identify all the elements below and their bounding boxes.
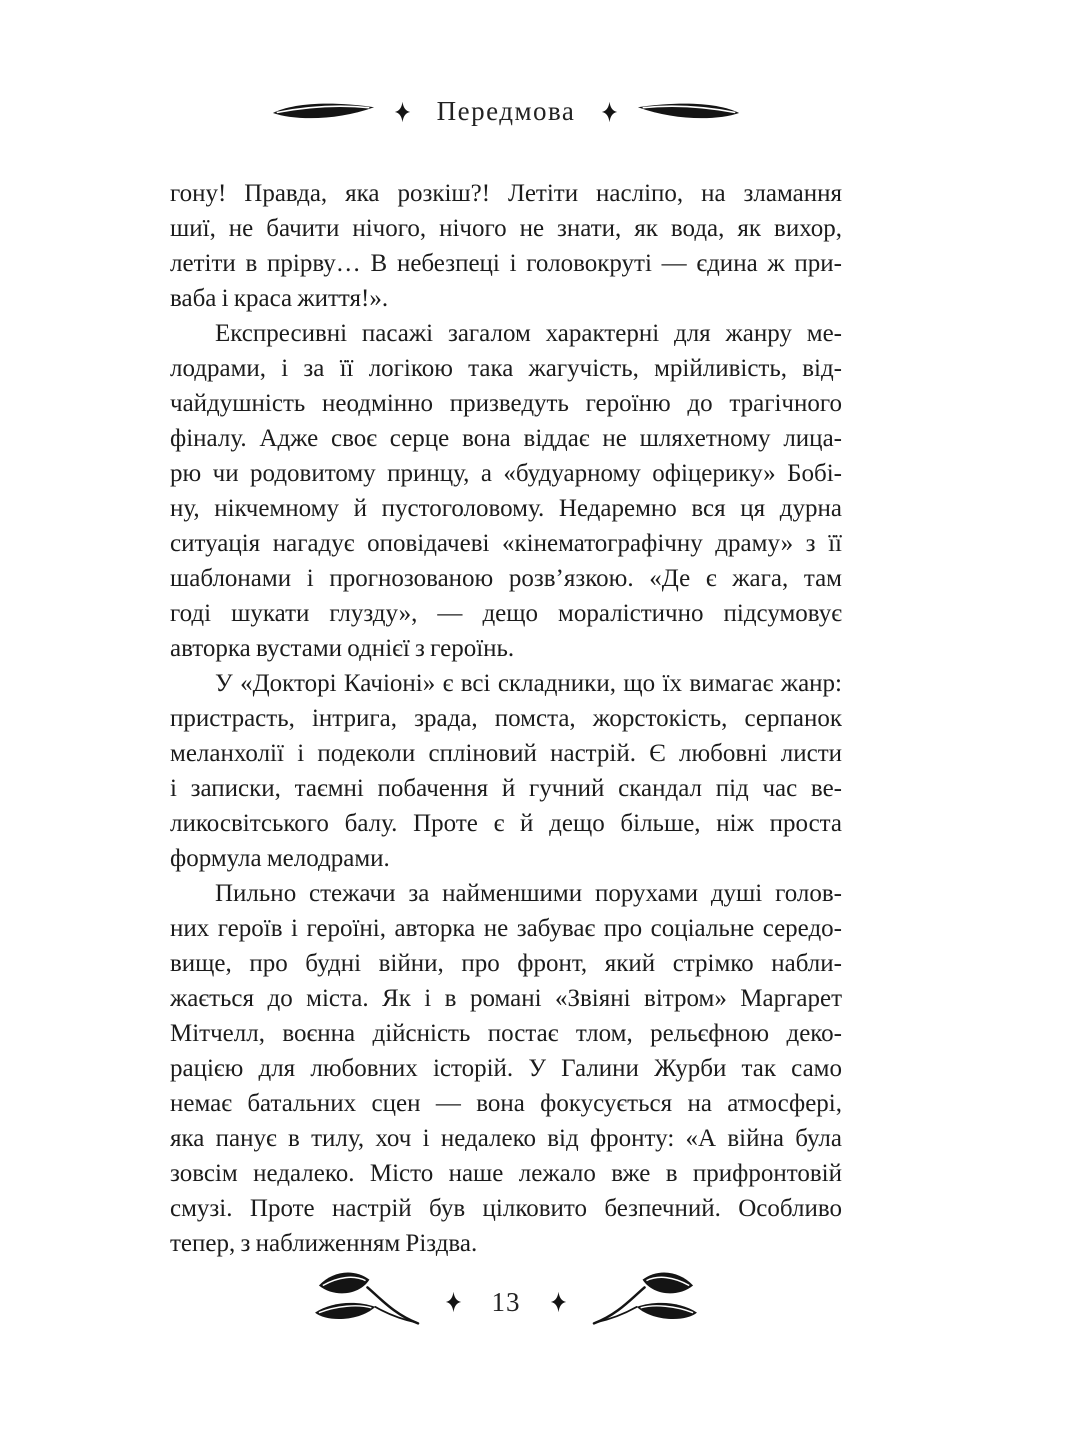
chapter-title: Передмова <box>436 96 576 126</box>
text-line: шаблонами і прогнозованою розв’язкою. «Де є жага, там <box>170 565 842 592</box>
text-line: тепер, з наближенням Різдва. <box>170 1230 478 1257</box>
paragraph <box>170 666 842 876</box>
text-line: У «Докторі Качіоні» є всі складники, що їх вимагає жанр: <box>215 670 842 697</box>
text-line: чайдушність неодмінно призведуть героїню до трагічного <box>170 390 842 417</box>
chapter-header <box>170 96 842 127</box>
text-line: рю чи родовитому принцу, а «будуарному офіцерику» Бобі- <box>170 460 842 487</box>
diamond-ornament-left <box>394 100 411 124</box>
diamond-ornament-right <box>601 100 618 124</box>
text-line: гону! Правда, яка розкіш?! Летіти насліпо, на зламання <box>170 180 842 207</box>
text-line: летіти в прірву… В небезпеці і головокруті — єдина ж при- <box>170 250 842 277</box>
diamond-ornament-footer-right <box>550 1290 567 1314</box>
text-line: формула мелодрами. <box>170 845 390 872</box>
text-line: смузі. Проте настрій був цілковито безпечний. Особливо <box>170 1195 842 1222</box>
diamond-ornament-footer-left <box>445 1290 462 1314</box>
leaf-ornament-right <box>636 99 741 125</box>
text-line: жається до міста. Як і в романі «Звіяні вітром» Маргарет <box>170 985 842 1012</box>
text-line: Пильно стежачи за найменшими порухами душі голов- <box>215 880 842 907</box>
text-line: ваба і краса життя!». <box>170 285 389 312</box>
text-line: шиї, не бачити нічого, нічого не знати, як вода, як вихор, <box>170 215 842 242</box>
text-line: них героїв і героїні, авторка не забуває про соціальне середо- <box>170 915 842 942</box>
paragraph <box>170 176 842 316</box>
text-line: Експресивні пасажі загалом характерні для жанру ме- <box>215 320 842 347</box>
text-line: ну, нікчемному й пустоголовому. Недаремно вся ця дурна <box>170 495 842 522</box>
text-line: пристрасть, інтрига, зрада, помста, жорстокість, серпанок <box>170 705 842 732</box>
text-line: ситуація нагадує оповідачеві «кінематографічну драму» з її <box>170 530 842 557</box>
sprig-ornament-right <box>589 1268 701 1336</box>
paragraph <box>170 876 842 1261</box>
text-line: лодрами, і за її логікою така жагучість, мрійливість, від- <box>170 355 842 382</box>
text-line: яка панує в тилу, хоч і недалеко від фронту: «А війна була <box>170 1125 842 1152</box>
text-line: Мітчелл, воєнна дійсність постає тлом, рельєфною деко- <box>170 1020 842 1047</box>
text-line: авторка вустами однієї з героїнь. <box>170 635 515 662</box>
leaf-ornament-left <box>271 99 376 125</box>
text-line: фіналу. Адже своє серце вона віддає не шляхетному лица- <box>170 425 842 452</box>
text-line: немає батальних сцен — вона фокусується на атмосфері, <box>170 1090 842 1117</box>
paragraph <box>170 316 842 666</box>
page-number: 13 <box>491 1286 521 1317</box>
text-line: вище, про будні війни, про фронт, який стрімко набли- <box>170 950 842 977</box>
text-line: меланхолії і подеколи спліновий настрій. Є любовні листи <box>170 740 842 767</box>
page-footer <box>170 1268 842 1336</box>
body-text <box>170 176 842 1261</box>
text-line: ликосвітського балу. Проте є й дещо більше, ніж проста <box>170 810 842 837</box>
text-line: годі шукати глузду», — дещо моралістично підсумовує <box>170 600 842 627</box>
text-line: і записки, таємні побачення й гучний скандал під час ве- <box>170 775 842 802</box>
text-line: зовсім недалеко. Місто наше лежало вже в прифронтовій <box>170 1160 842 1187</box>
text-line: рацією для любовних історій. У Галини Журби так само <box>170 1055 842 1082</box>
sprig-ornament-left <box>311 1268 423 1336</box>
